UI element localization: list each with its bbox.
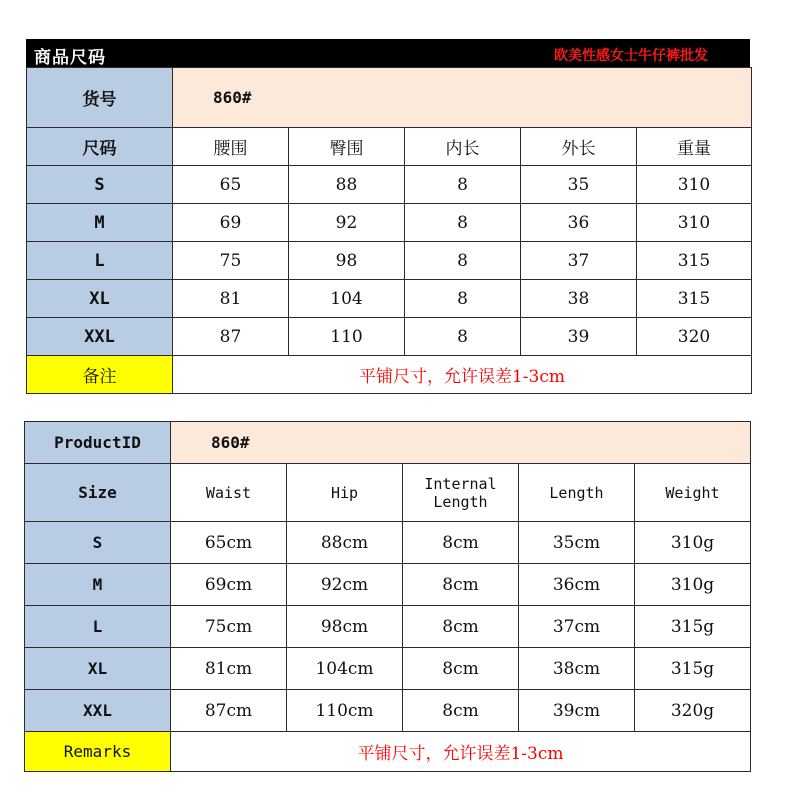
table-header-row bbox=[25, 464, 751, 522]
table-cell: 37cm bbox=[519, 606, 635, 648]
table-cell: 69cm bbox=[171, 564, 287, 606]
table-cell: 69 bbox=[173, 204, 289, 242]
table-cell: 81 bbox=[173, 280, 289, 318]
column-header: Internal Length bbox=[403, 464, 519, 522]
table-cell: 8 bbox=[405, 280, 521, 318]
table-cell: 88 bbox=[289, 166, 405, 204]
header-bar bbox=[26, 39, 750, 67]
table-cell: 110 bbox=[289, 318, 405, 356]
size-header-label: 尺码 bbox=[27, 128, 173, 166]
size-label: XL bbox=[25, 648, 171, 690]
table-row bbox=[27, 166, 752, 204]
table-row bbox=[25, 648, 751, 690]
note-text: 平铺尺寸，允许误差1-3cm bbox=[173, 356, 752, 394]
table-cell: 8 bbox=[405, 204, 521, 242]
column-header: 内长 bbox=[405, 128, 521, 166]
table-cell: 310 bbox=[637, 204, 752, 242]
table-row bbox=[27, 280, 752, 318]
table-row bbox=[25, 564, 751, 606]
table-row bbox=[27, 242, 752, 280]
table-cell: 8 bbox=[405, 242, 521, 280]
table-cell: 315 bbox=[637, 280, 752, 318]
table-cell: 310g bbox=[635, 522, 751, 564]
column-header: 重量 bbox=[637, 128, 752, 166]
table-cell: 36 bbox=[521, 204, 637, 242]
size-label: S bbox=[25, 522, 171, 564]
table-cell: 81cm bbox=[171, 648, 287, 690]
table-row bbox=[25, 606, 751, 648]
column-header: Length bbox=[519, 464, 635, 522]
table-cell: 320g bbox=[635, 690, 751, 732]
table-cell: 87 bbox=[173, 318, 289, 356]
column-header: 臀围 bbox=[289, 128, 405, 166]
table-row bbox=[27, 318, 752, 356]
table-cell: 65 bbox=[173, 166, 289, 204]
table-row bbox=[25, 690, 751, 732]
table-cell: 92cm bbox=[287, 564, 403, 606]
table-cell: 104 bbox=[289, 280, 405, 318]
header-subtitle: 欧美性感女士牛仔裤批发 bbox=[554, 48, 708, 64]
table-cell: 36cm bbox=[519, 564, 635, 606]
table-cell: 38 bbox=[521, 280, 637, 318]
size-label: M bbox=[27, 204, 173, 242]
table-cell: 8cm bbox=[403, 648, 519, 690]
note-label: 备注 bbox=[27, 356, 173, 394]
table-cell: 37 bbox=[521, 242, 637, 280]
size-label: S bbox=[27, 166, 173, 204]
table-cell: 110cm bbox=[287, 690, 403, 732]
table-cell: 320 bbox=[637, 318, 752, 356]
size-label: L bbox=[25, 606, 171, 648]
table-cell: 98 bbox=[289, 242, 405, 280]
table-cell: 8 bbox=[405, 166, 521, 204]
table-cell: 92 bbox=[289, 204, 405, 242]
table-cell: 88cm bbox=[287, 522, 403, 564]
table-cell: 39 bbox=[521, 318, 637, 356]
column-header: Weight bbox=[635, 464, 751, 522]
size-label: L bbox=[27, 242, 173, 280]
note-text: 平铺尺寸，允许误差1-3cm bbox=[171, 732, 751, 772]
size-label: XXL bbox=[25, 690, 171, 732]
table-cell: 315g bbox=[635, 606, 751, 648]
table-cell: 8cm bbox=[403, 564, 519, 606]
size-header-label: Size bbox=[25, 464, 171, 522]
table-cell: 35 bbox=[521, 166, 637, 204]
table-cell: 98cm bbox=[287, 606, 403, 648]
size-label: XL bbox=[27, 280, 173, 318]
table-cell: 75cm bbox=[171, 606, 287, 648]
table-header-row bbox=[27, 128, 752, 166]
table-cell: 38cm bbox=[519, 648, 635, 690]
column-header: 腰围 bbox=[173, 128, 289, 166]
table-cell: 8 bbox=[405, 318, 521, 356]
table-cell: 65cm bbox=[171, 522, 287, 564]
column-header: Waist bbox=[171, 464, 287, 522]
size-label: M bbox=[25, 564, 171, 606]
product-id-label: 货号 bbox=[27, 68, 173, 128]
note-label: Remarks bbox=[25, 732, 171, 772]
table-cell: 315g bbox=[635, 648, 751, 690]
table-cell: 8cm bbox=[403, 522, 519, 564]
table-cell: 8cm bbox=[403, 690, 519, 732]
table-cell: 39cm bbox=[519, 690, 635, 732]
table-cell: 75 bbox=[173, 242, 289, 280]
table-row bbox=[27, 204, 752, 242]
table-cell: 87cm bbox=[171, 690, 287, 732]
product-id-label: ProductID bbox=[25, 422, 171, 464]
table-cell: 315 bbox=[637, 242, 752, 280]
table-cell: 310g bbox=[635, 564, 751, 606]
column-header: 外长 bbox=[521, 128, 637, 166]
table-cell: 104cm bbox=[287, 648, 403, 690]
table-cell: 35cm bbox=[519, 522, 635, 564]
product-id-value: 860# bbox=[173, 68, 752, 128]
table-row bbox=[25, 522, 751, 564]
table-cell: 310 bbox=[637, 166, 752, 204]
size-label: XXL bbox=[27, 318, 173, 356]
header-title: 商品尺码 bbox=[34, 48, 106, 68]
size-table-chinese bbox=[26, 67, 752, 394]
size-table-english bbox=[24, 421, 751, 772]
table-cell: 8cm bbox=[403, 606, 519, 648]
product-id-value: 860# bbox=[171, 422, 751, 464]
column-header: Hip bbox=[287, 464, 403, 522]
